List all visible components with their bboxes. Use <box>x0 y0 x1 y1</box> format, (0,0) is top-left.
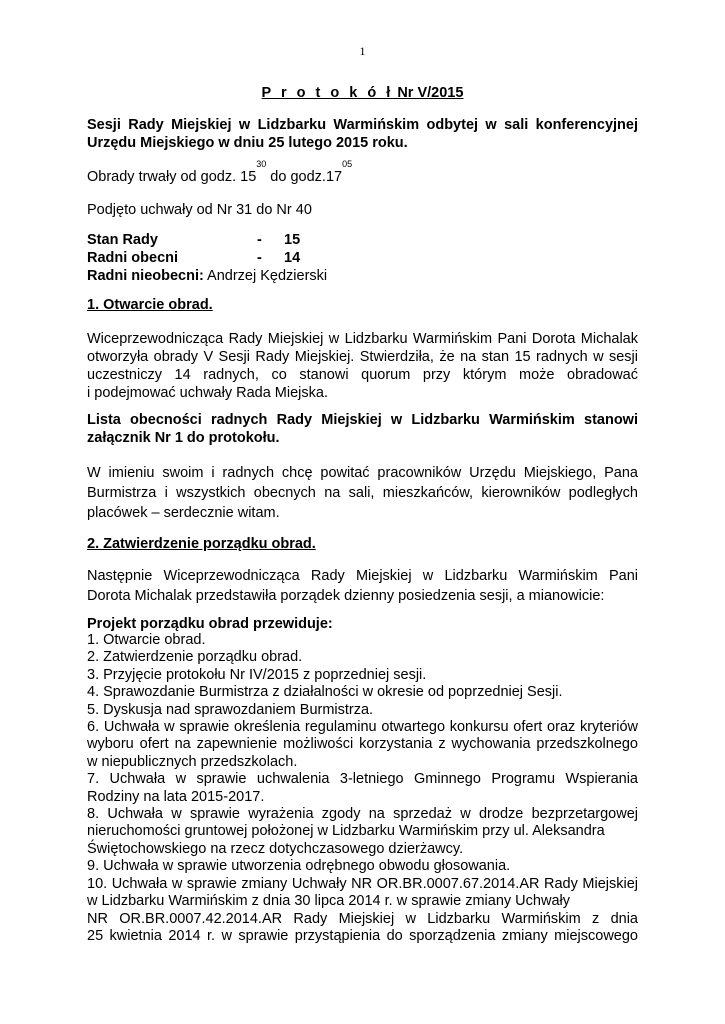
agenda-item: 7. Uchwała w sprawie uchwalenia 3-letniego Gminnego Programu Wspierania <box>87 771 638 788</box>
council-size-row <box>87 231 638 249</box>
session-heading <box>87 116 638 152</box>
agenda-item: 2. Zatwierdzenie porządku obrad. <box>87 649 303 666</box>
duration-start-minutes: 30 <box>256 159 267 169</box>
agenda-item-continued: nieruchomości gruntowej położonej w Lidzbarku Warmińskim przy ul. Aleksandra <box>87 823 605 840</box>
present-row <box>87 249 638 267</box>
section1-heading: 1. Otwarcie obrad. <box>87 297 213 313</box>
council-size-label: Stan Rady <box>87 232 158 248</box>
council-summary <box>87 231 638 285</box>
agenda-list <box>87 632 638 945</box>
agenda-item-continued: NR OR.BR.0007.42.2014.AR Rady Miejskiej w Lidzbarku Warmińskim z dnia <box>87 910 638 927</box>
duration-prefix: Obrady trwały od godz. 15 <box>87 169 257 185</box>
attendance-note <box>87 411 638 447</box>
session-heading-line: Urzędu Miejskiego w dniu 25 lutego 2015 roku. <box>87 135 408 151</box>
paragraph-line: Dorota Michalak przedstawiła porządek dzienny posiedzenia sesji, a mianowicie: <box>87 588 605 604</box>
present-dash: - <box>257 250 262 266</box>
council-size-dash: - <box>257 232 262 248</box>
opening-paragraph <box>87 330 638 402</box>
session-duration <box>87 159 638 186</box>
title-spaced: P r o t o k ó ł <box>261 85 394 101</box>
duration-middle: do godz.17 <box>266 169 343 185</box>
session-heading-line: Sesji Rady Miejskiej w Lidzbarku Warmińskim odbytej w sali konferencyjnej <box>87 117 638 133</box>
agenda-item: 6. Uchwała w sprawie określenia regulaminu otwartego konkursu ofert oraz kryteriów <box>87 719 638 736</box>
paragraph-line: uczestniczy 14 radnych, co stanowi quorum przy którym może obradować <box>87 367 638 383</box>
agenda-item: 8. Uchwała w sprawie wyrażenia zgody na sprzedaż w drodze bezprzetargowej <box>87 806 638 823</box>
agenda-item-continued: Rodziny na lata 2015-2017. <box>87 788 265 805</box>
agenda-item: 3. Przyjęcie protokołu Nr IV/2015 z poprzedniej sesji. <box>87 666 427 683</box>
paragraph-line: Wiceprzewodnicząca Rady Miejskiej w Lidzbarku Warmińskim Pani Dorota Michalak <box>87 331 638 347</box>
absent-value: Andrzej Kędzierski <box>203 268 328 284</box>
attendance-line: Lista obecności radnych Rady Miejskiej w Lidzbarku Warmińskim stanowi <box>87 412 638 428</box>
section2-heading: 2. Zatwierdzenie porządku obrad. <box>87 536 316 552</box>
greeting-line: placówek – serdecznie witam. <box>87 505 280 521</box>
paragraph-line: i podejmować uchwały Rada Miejska. <box>87 385 328 401</box>
council-size-value: 15 <box>284 232 301 248</box>
greeting-line: W imieniu swoim i radnych chcę powitać pracowników Urzędu Miejskiego, Pana <box>87 465 638 481</box>
title-number: Nr V/2015 <box>397 85 464 101</box>
paragraph-line: Następnie Wiceprzewodnicząca Rady Miejskiej w Lidzbarku Warmińskim Pani <box>87 568 638 584</box>
agenda-intro-paragraph <box>87 566 638 606</box>
agenda-item: 9. Uchwała w sprawie utworzenia odrębnego obwodu głosowania. <box>87 858 511 875</box>
agenda-item-continued: w niepublicznych przedszkolach. <box>87 753 298 770</box>
agenda-item: 5. Dyskusja nad sprawozdaniem Burmistrza. <box>87 701 374 718</box>
page-number: 1 <box>359 44 366 58</box>
absent-row <box>87 267 638 285</box>
paragraph-line: otworzyła obrady V Sesji Rady Miejskiej. Stwierdziła, że na stan 15 radnych w sesji <box>87 349 638 365</box>
agenda-item: 1. Otwarcie obrad. <box>87 632 206 648</box>
greeting-line: Burmistrza i wszystkich obecnych na sali, mieszkańców, kierowników podległych <box>87 485 638 501</box>
agenda-item-continued: 25 kwietnia 2014 r. w sprawie przystąpienia do sporządzenia zmiany miejscowego <box>87 927 638 944</box>
absent-label: Radni nieobecni: <box>87 268 204 284</box>
document-title <box>0 85 725 101</box>
agenda-heading: Projekt porządku obrad przewiduje: <box>87 616 333 632</box>
agenda-item-continued: w Lidzbarku Warmińskim z dnia 30 lipca 2014 r. w sprawie zmiany Uchwały <box>87 893 570 910</box>
agenda-item-continued: Świętochowskiego na rzecz dotychczasowego dzierżawcy. <box>87 840 464 857</box>
greeting-paragraph <box>87 463 638 523</box>
present-label: Radni obecni <box>87 250 179 266</box>
attendance-line: załącznik Nr 1 do protokołu. <box>87 430 280 446</box>
present-value: 14 <box>284 250 301 266</box>
agenda-item-continued: wyboru ofert na zapewnienie możliwości korzystania z wychowania przedszkolnego <box>87 736 638 753</box>
agenda-item: 4. Sprawozdanie Burmistrza z działalności w okresie od poprzedniej Sesji. <box>87 684 563 701</box>
resolutions-range: Podjęto uchwały od Nr 31 do Nr 40 <box>87 202 312 218</box>
agenda-item: 10. Uchwała w sprawie zmiany Uchwały NR OR.BR.0007.67.2014.AR Rady Miejskiej <box>87 875 638 892</box>
duration-end-minutes: 05 <box>342 159 353 169</box>
